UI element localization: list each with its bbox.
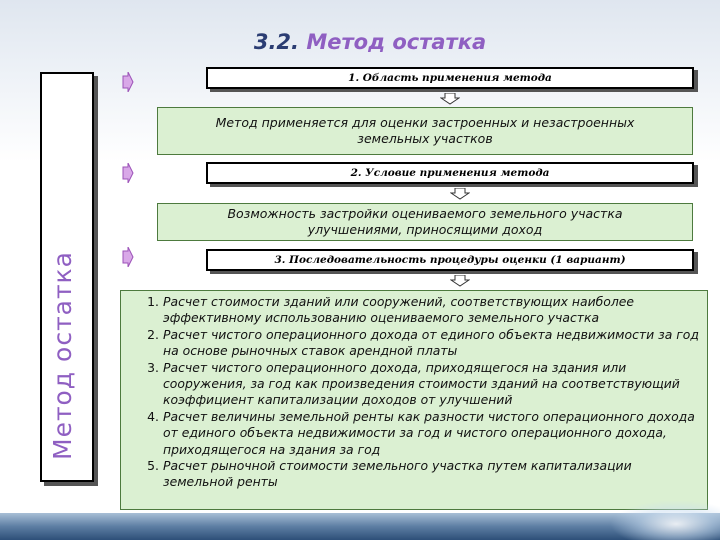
footer-decoration bbox=[610, 500, 720, 540]
steps-list bbox=[125, 294, 701, 491]
section-2-info: Возможность застройки оцениваемого земельного участка улучшениями, приносящими доход bbox=[157, 203, 693, 241]
step-number: 5. bbox=[147, 458, 159, 474]
step-item bbox=[125, 409, 701, 458]
section-3-header: 3. Последовательность процедуры оценки (1 вариант) bbox=[206, 249, 694, 271]
slide-title-text: Метод остатка bbox=[306, 30, 487, 54]
step-text: Расчет рыночной стоимости земельного участка путем капитализации земельной ренты bbox=[163, 458, 632, 490]
section-2-header: 2. Условие применения метода bbox=[206, 162, 694, 184]
down-arrow-icon bbox=[440, 93, 460, 105]
section-1-header: 1. Область применения метода bbox=[206, 67, 694, 89]
step-item bbox=[125, 360, 701, 409]
steps-box bbox=[120, 290, 708, 510]
step-number: 3. bbox=[147, 359, 159, 375]
slide-title-number: 3.2. bbox=[253, 30, 300, 54]
step-text: Расчет стоимости зданий или сооружений, соответствующих наиболее эффективному использованию оцениваемого земельного участка bbox=[163, 294, 635, 326]
right-arrow-icon bbox=[122, 247, 134, 267]
step-text: Расчет чистого операционного дохода от единого объекта недвижимости за год на основе рыночных ставок арендной платы bbox=[163, 326, 699, 359]
step-number: 2. bbox=[147, 326, 159, 342]
step-text: Расчет чистого операционного дохода, приходящегося на здания или сооружения, за год как произведения стоимости зданий на соответствующий коэффициент капитализации доходов от улучшений bbox=[163, 359, 680, 408]
right-arrow-icon bbox=[122, 72, 134, 92]
step-item bbox=[125, 458, 701, 491]
slide-title bbox=[180, 30, 560, 54]
step-item bbox=[125, 327, 701, 360]
down-arrow-icon bbox=[450, 275, 470, 287]
section-1-info: Метод применяется для оценки застроенных и незастроенных земельных участков bbox=[157, 107, 693, 155]
step-text: Расчет величины земельной ренты как разности чистого операционного дохода от единого объекта недвижимости за год и чистого операционного дохода, приходящегося на здания за год bbox=[163, 408, 695, 457]
right-arrow-icon bbox=[122, 163, 134, 183]
step-number: 4. bbox=[147, 408, 159, 424]
step-item bbox=[125, 294, 701, 327]
step-number: 1. bbox=[147, 294, 159, 309]
side-label: Метод остатка bbox=[48, 251, 77, 460]
down-arrow-icon bbox=[450, 188, 470, 200]
